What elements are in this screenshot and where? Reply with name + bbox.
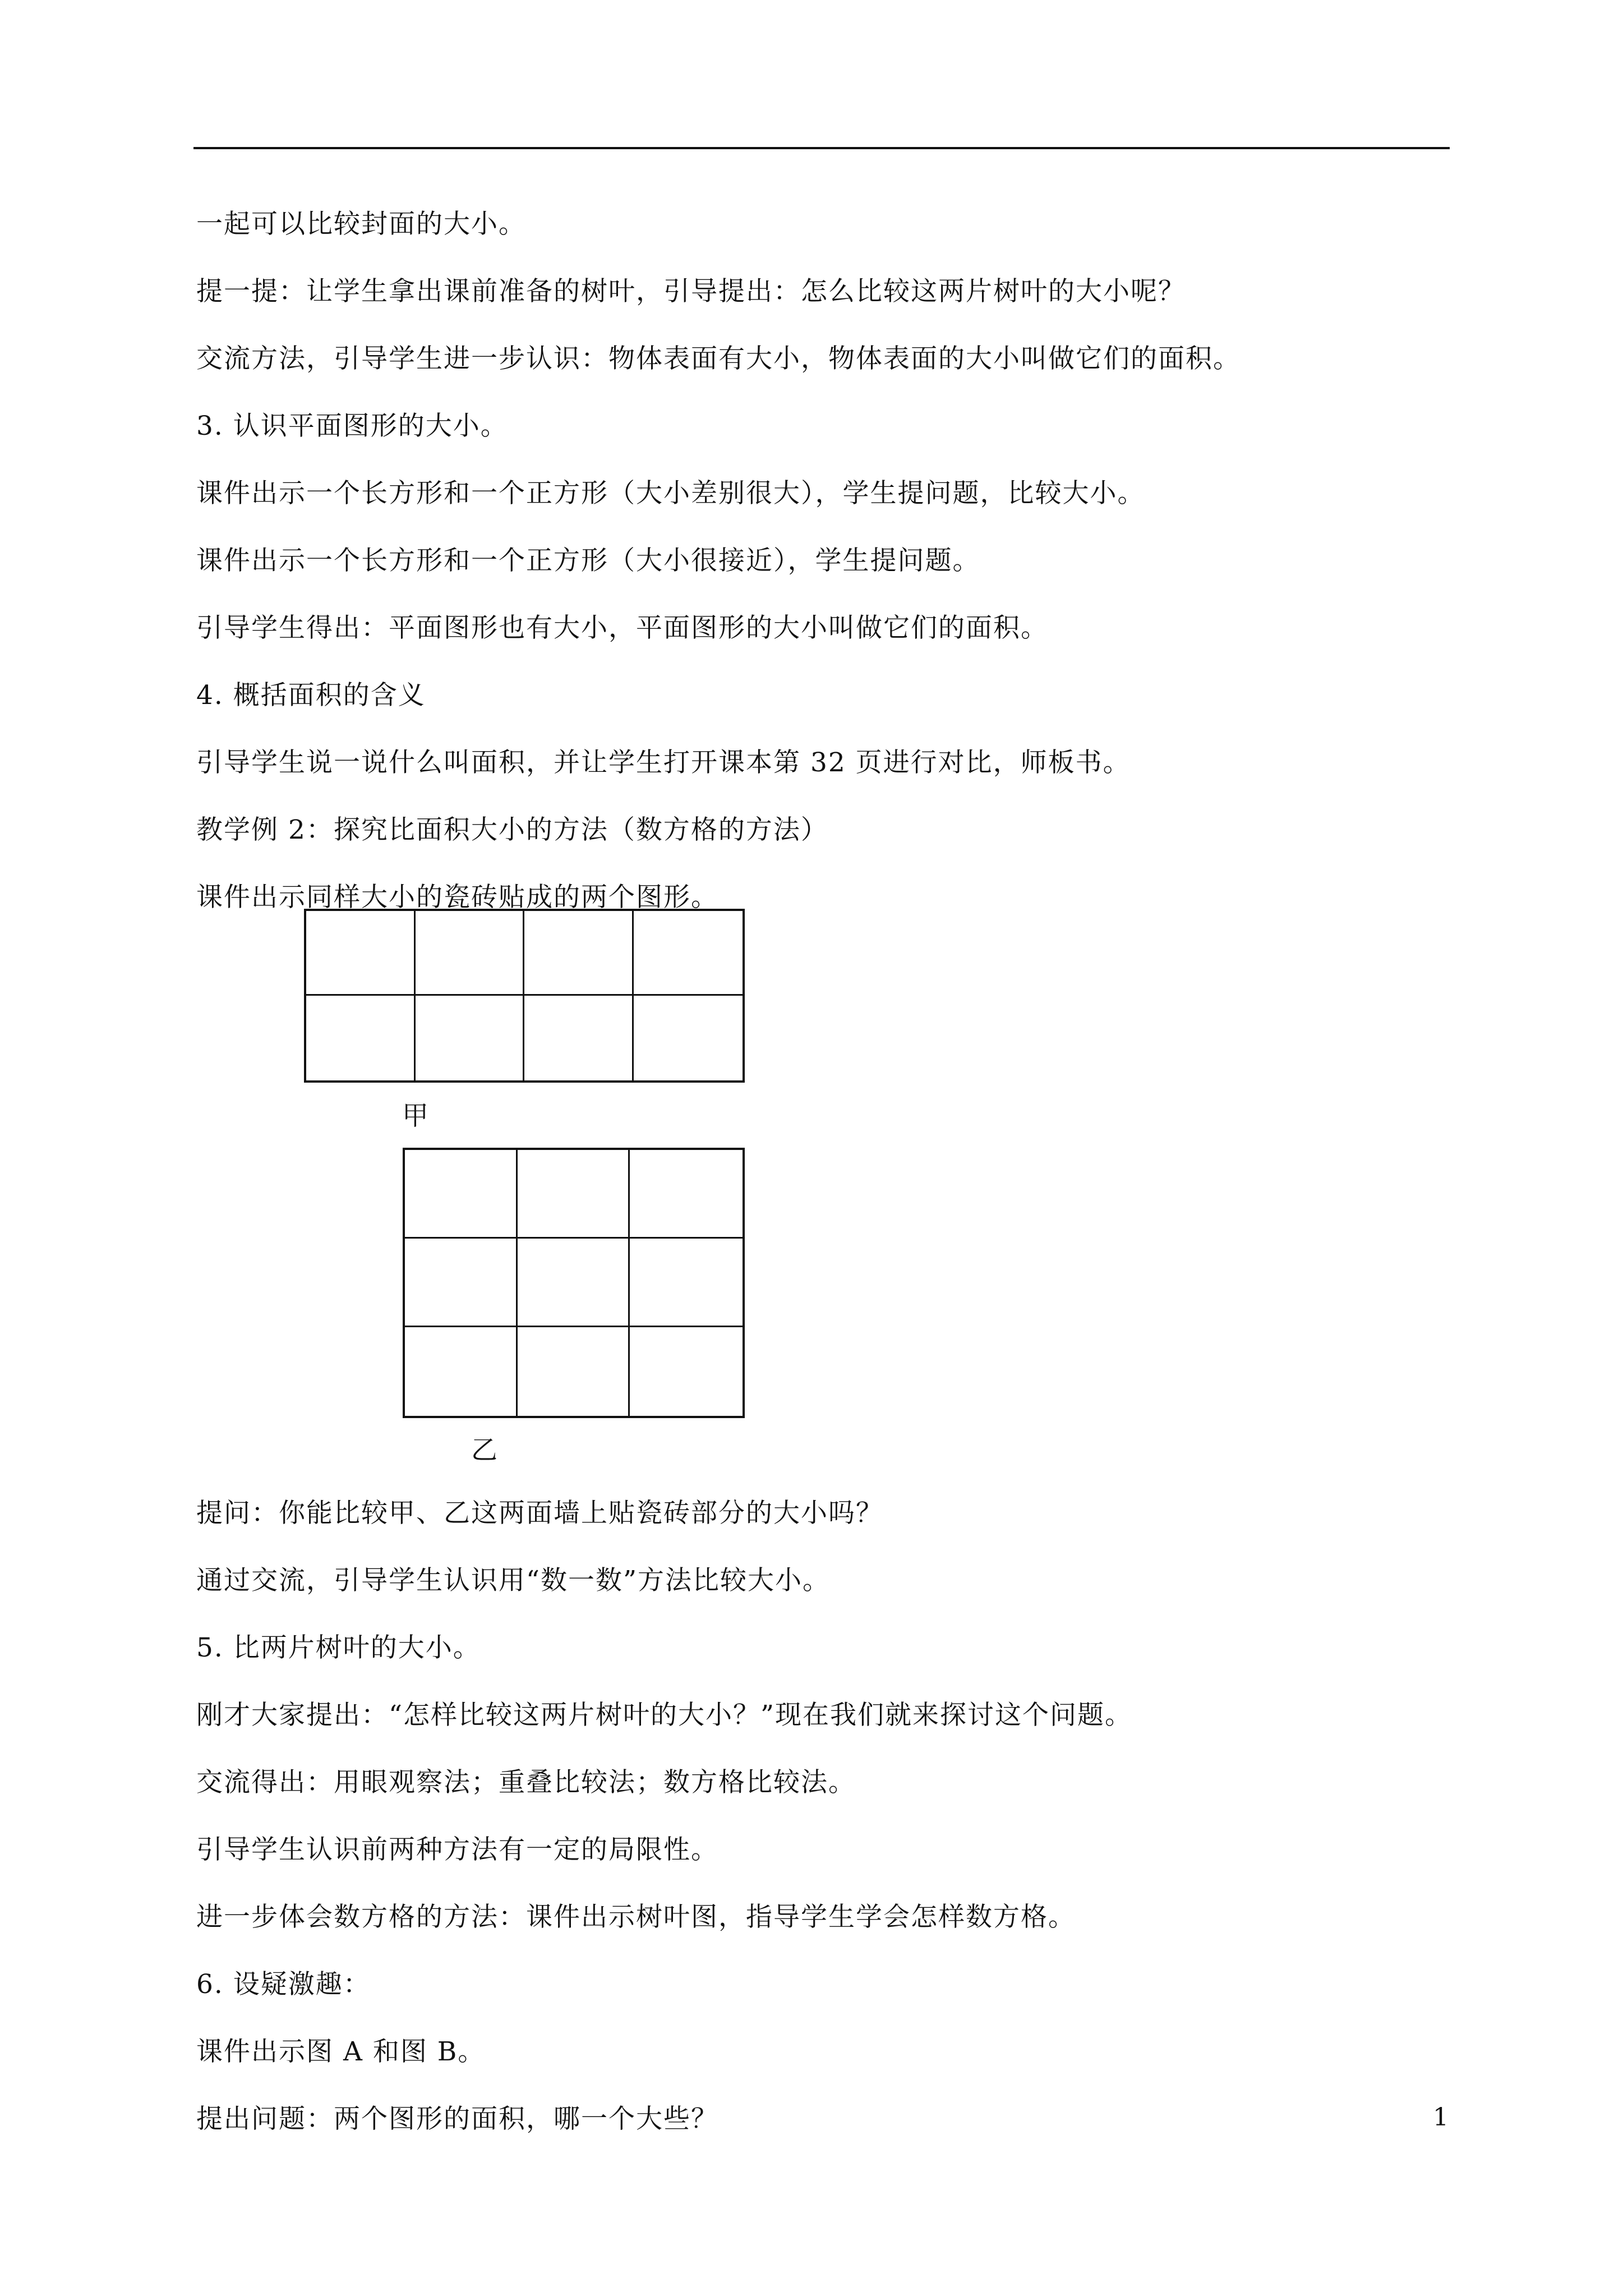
tile-cell — [518, 1150, 630, 1239]
tile-cell — [416, 911, 525, 996]
text-line: 交流方法，引导学生进一步认识：物体表面有大小，物体表面的大小叫做它们的面积。 — [196, 343, 1241, 374]
tile-cell — [518, 1239, 630, 1327]
text-line: 引导学生认识前两种方法有一定的局限性。 — [196, 1834, 718, 1865]
tile-grid-yi — [403, 1148, 745, 1418]
text-line: 提一提：让学生拿出课前准备的树叶，引导提出：怎么比较这两片树叶的大小呢？ — [196, 276, 1186, 307]
tile-cell — [405, 1327, 518, 1416]
text-line: 课件出示图 A 和图 B。 — [196, 2036, 486, 2067]
tile-cell — [524, 996, 634, 1080]
text-line: 教学例 2：探究比面积大小的方法（数方格的方法） — [196, 815, 828, 845]
tile-cell — [405, 1150, 518, 1239]
text-line: 提出问题：两个图形的面积，哪一个大些？ — [196, 2104, 718, 2134]
text-line: 刚才大家提出：“怎样比较这两片树叶的大小？”现在我们就来探讨这个问题。 — [196, 1700, 1133, 1731]
text-line: 课件出示同样大小的瓷砖贴成的两个图形。 — [196, 882, 718, 913]
text-line: 课件出示一个长方形和一个正方形（大小差别很大），学生提问题，比较大小。 — [196, 478, 1145, 509]
text-line: 进一步体会数方格的方法：课件出示树叶图，指导学生学会怎样数方格。 — [196, 1902, 1076, 1932]
text-line: 通过交流，引导学生认识用“数一数”方法比较大小。 — [196, 1565, 831, 1596]
header-rule — [193, 147, 1450, 149]
page-number: 1 — [1433, 2103, 1449, 2132]
text-line: 交流得出：用眼观察法；重叠比较法；数方格比较法。 — [196, 1767, 856, 1798]
tile-cell — [524, 911, 634, 996]
text-line: 引导学生说一说什么叫面积，并让学生打开课本第 32 页进行对比，师板书。 — [196, 747, 1131, 778]
figure-label-yi: 乙 — [471, 1435, 497, 1466]
tile-cell — [634, 911, 743, 996]
tile-grid-jia — [304, 909, 745, 1083]
text-line: 一起可以比较封面的大小。 — [196, 209, 526, 240]
tile-cell — [306, 996, 416, 1080]
section-heading-5: 5. 比两片树叶的大小。 — [196, 1632, 481, 1663]
text-line: 引导学生得出：平面图形也有大小，平面图形的大小叫做它们的面积。 — [196, 613, 1048, 643]
tile-cell — [416, 996, 525, 1080]
tile-cell — [634, 996, 743, 1080]
tile-cell — [630, 1150, 743, 1239]
section-heading-3: 3. 认识平面图形的大小。 — [196, 411, 508, 441]
tile-cell — [405, 1239, 518, 1327]
section-heading-6: 6. 设疑激趣： — [196, 1969, 371, 2000]
section-heading-4: 4. 概括面积的含义 — [196, 680, 426, 711]
tile-cell — [630, 1327, 743, 1416]
text-line: 提问：你能比较甲、乙这两面墙上贴瓷砖部分的大小吗？ — [196, 1498, 883, 1529]
figure-label-jia: 甲 — [402, 1101, 428, 1131]
tile-cell — [518, 1327, 630, 1416]
text-line: 课件出示一个长方形和一个正方形（大小很接近），学生提问题。 — [196, 545, 980, 576]
tile-cell — [306, 911, 416, 996]
tile-cell — [630, 1239, 743, 1327]
